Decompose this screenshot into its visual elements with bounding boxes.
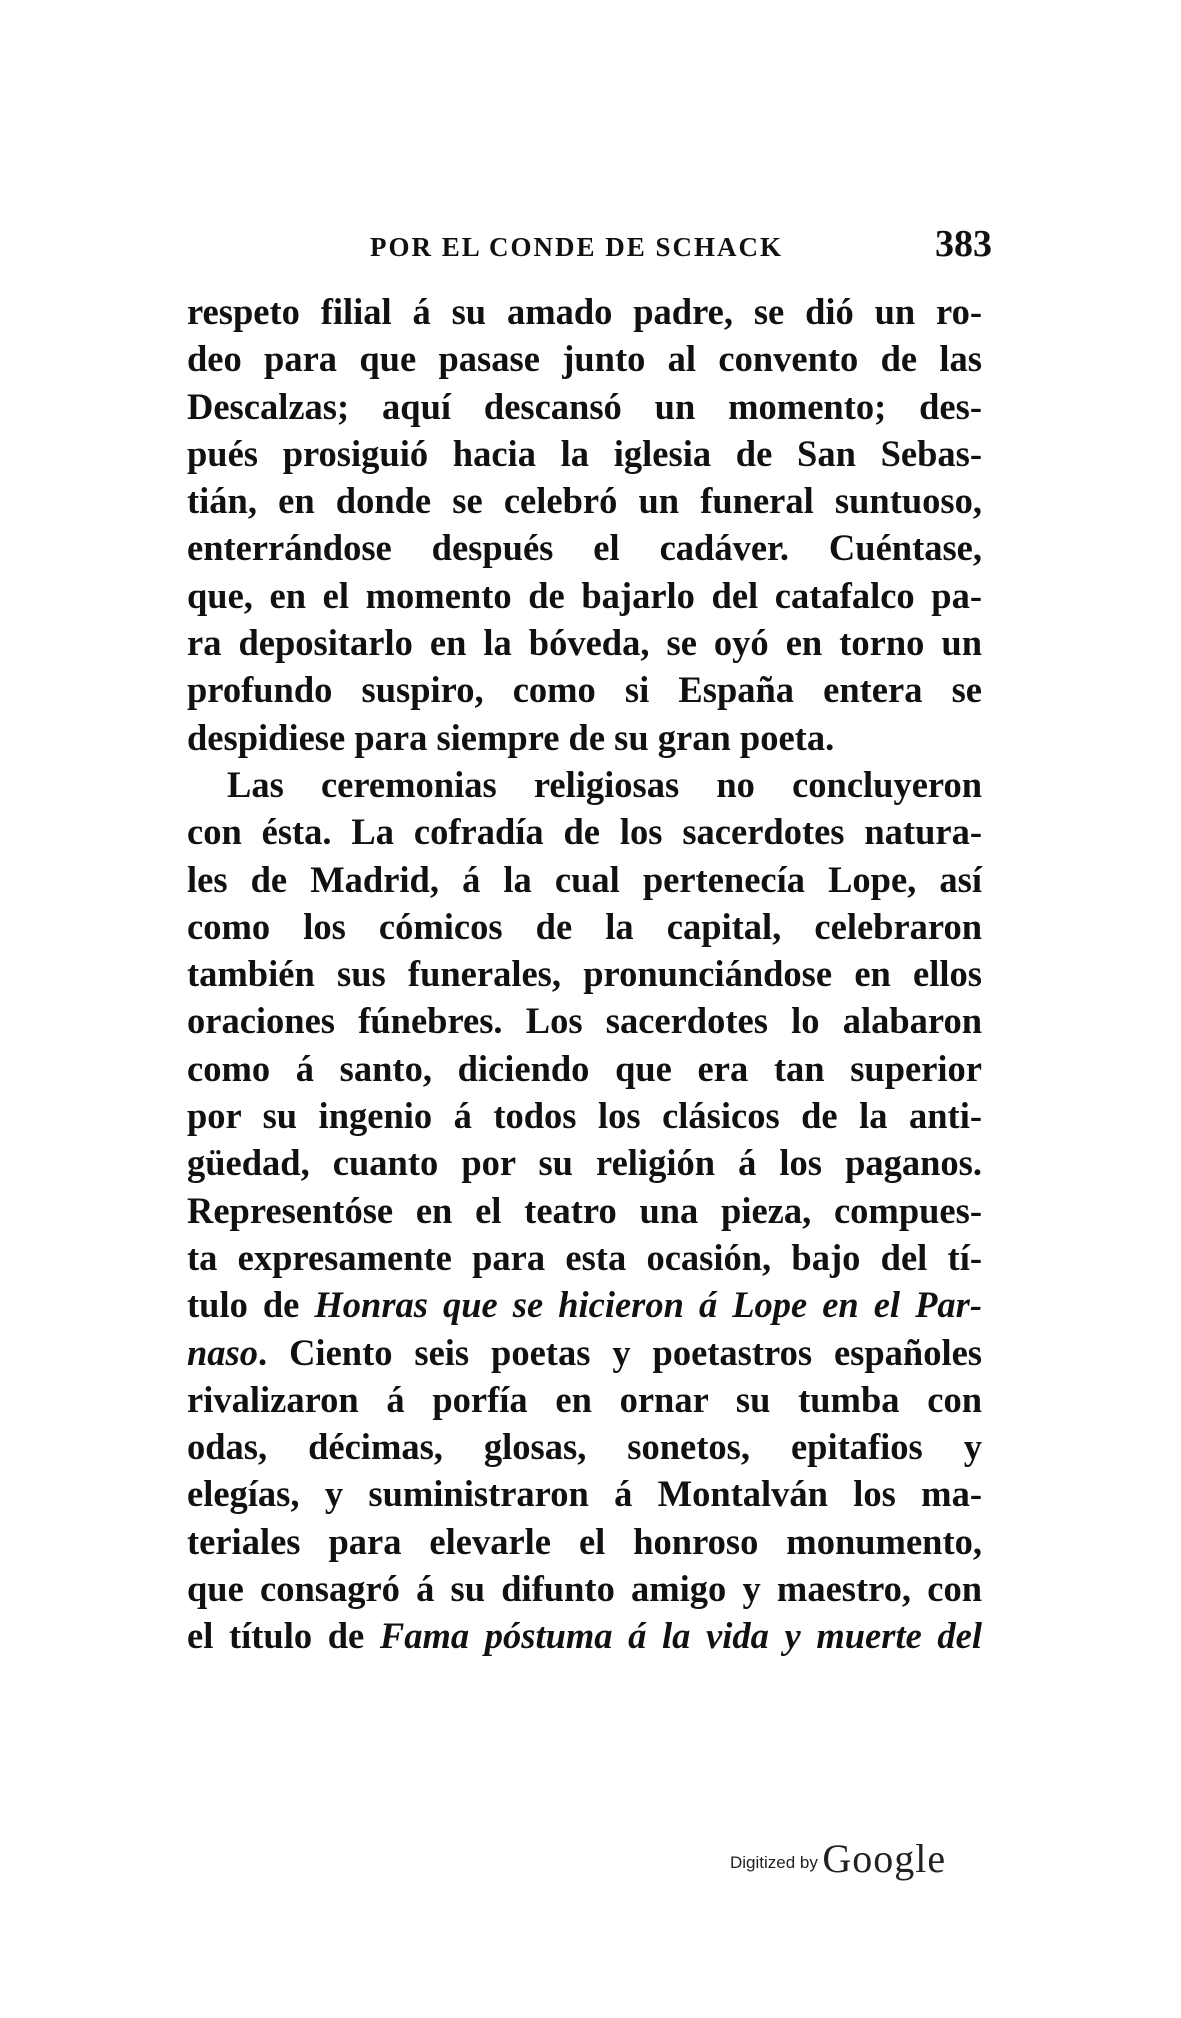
text-line: Representóse en el teatro una pieza, compues- [187, 1189, 982, 1231]
text-line: profundo suspiro, como si España entera se [187, 669, 982, 711]
text-line: que consagró á su difunto amigo y maestro, con [187, 1568, 982, 1610]
text-line: pués prosiguió hacia la iglesia de San Sebas- [187, 432, 982, 474]
text-line: güedad, cuanto por su religión á los paganos. [187, 1142, 982, 1184]
text-line: el título de Fama póstuma á la vida y muerte del [187, 1615, 983, 1657]
text-line: ta expresamente para esta ocasión, bajo del tí- [187, 1236, 982, 1278]
text-line: respeto filial á su amado padre, se dió un ro- [187, 291, 982, 332]
text-line: despidiese para siempre de su gran poeta. [187, 716, 835, 758]
text-line: oraciones fúnebres. Los sacerdotes lo alabaron [187, 1000, 982, 1042]
text-line: con ésta. La cofradía de los sacerdotes natura- [187, 811, 982, 853]
running-head: POR EL CONDE DE SCHACK [370, 232, 784, 262]
text-line: rivalizaron á porfía en ornar su tumba con [187, 1378, 982, 1420]
text-line: odas, décimas, glosas, sonetos, epitafios y [187, 1426, 982, 1468]
page-number: 383 [935, 223, 992, 265]
text-line: elegías, y suministraron á Montalván los ma- [187, 1473, 982, 1515]
text-line: también sus funerales, pronunciándose en ellos [187, 953, 982, 995]
digitized-label: Digitized by [730, 1853, 818, 1872]
text-line: Descalzas; aquí descansó un momento; des- [187, 385, 982, 427]
text-line: naso. Ciento seis poetas y poetastros españoles [187, 1331, 982, 1373]
text-line: tián, en donde se celebró un funeral suntuoso, [187, 480, 982, 522]
text-line: ra depositarlo en la bóveda, se oyó en torno un [187, 622, 982, 664]
body-text [187, 288, 982, 1660]
text-line: como á santo, diciendo que era tan superior [187, 1047, 982, 1089]
work-title-italic: Honras que se hicieron á Lope en el Par- [314, 1284, 982, 1326]
text-line: les de Madrid, á la cual pertenecía Lope, así [187, 858, 982, 900]
google-logo: Google [822, 1836, 947, 1881]
text-line: por su ingenio á todos los clásicos de la anti- [187, 1095, 982, 1137]
work-title-italic: naso [187, 1331, 259, 1373]
text-line: tulo de Honras que se hicieron á Lope en el Par- [187, 1284, 982, 1326]
text-line: deo para que pasase junto al convento de las [187, 338, 982, 380]
work-title-italic: Fama póstuma á la vida y muerte del [379, 1615, 983, 1657]
text-line: Las ceremonias religiosas no concluyeron [227, 763, 982, 805]
text-line: enterrándose después el cadáver. Cuéntase, [187, 527, 982, 569]
text-line: como los cómicos de la capital, celebraron [187, 905, 982, 947]
digitized-by-watermark [730, 1835, 946, 1882]
text-line: que, en el momento de bajarlo del catafalco pa- [187, 574, 982, 616]
text-line: teriales para elevarle el honroso monumento, [187, 1520, 982, 1562]
